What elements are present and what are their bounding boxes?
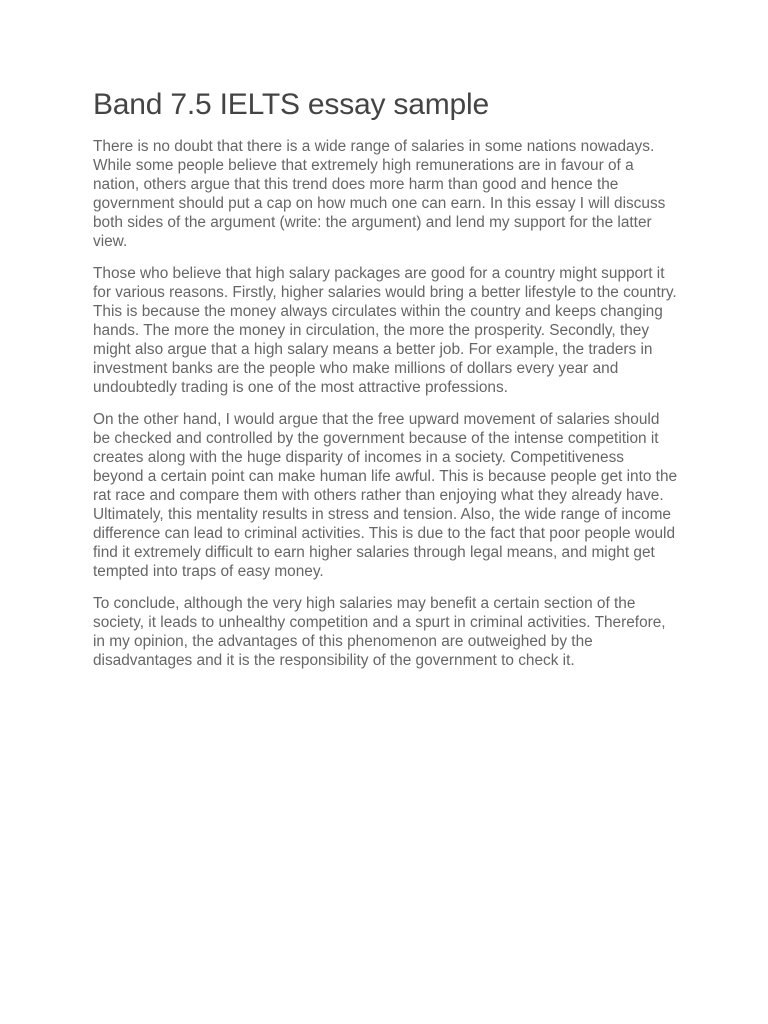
document-content: [93, 86, 678, 683]
paragraph-conclusion: To conclude, although the very high salaries may benefit a certain section of the society, it leads to unhealthy competition and a spurt in criminal activities. Therefore, in my opinion, the advantages of this phenomenon are outweighed by the disadvantages and it is the responsibility of the government to check it.: [93, 595, 666, 669]
paragraph-advantages: Those who believe that high salary packages are good for a country might support it for various reasons. Firstly, higher salaries would bring a better lifestyle to the country. This is because the money always circulates within the country and keeps changing hands. The more the money in circulation, the more the prosperity. Secondly, they might also argue that a high salary means a better job. For example, the traders in investment banks are the people who make millions of dollars every year and undoubtedly trading is one of the most attractive professions.: [93, 265, 677, 396]
paragraph-disadvantages: On the other hand, I would argue that the free upward movement of salaries should be checked and controlled by the government because of the intense competition it creates along with the huge disparity of incomes in a society. Competitiveness beyond a certain point can make human life awful. This is because people get into the rat race and compare them with others rather than enjoying what they already have. Ultimately, this mentality results in stress and tension. Also, the wide range of income difference can lead to criminal activities. This is due to the fact that poor people would find it extremely difficult to earn higher salaries through legal means, and might get tempted into traps of easy money.: [93, 411, 678, 580]
page-title: Band 7.5 IELTS essay sample: [93, 88, 489, 121]
paragraph-introduction: There is no doubt that there is a wide range of salaries in some nations nowadays. While some people believe that extremely high remunerations are in favour of a nation, others argue that this trend does more harm than good and hence the government should put a cap on how much one can earn. In this essay I will discuss both sides of the argument (write: the argument) and lend my support for the latter view.: [93, 138, 666, 250]
